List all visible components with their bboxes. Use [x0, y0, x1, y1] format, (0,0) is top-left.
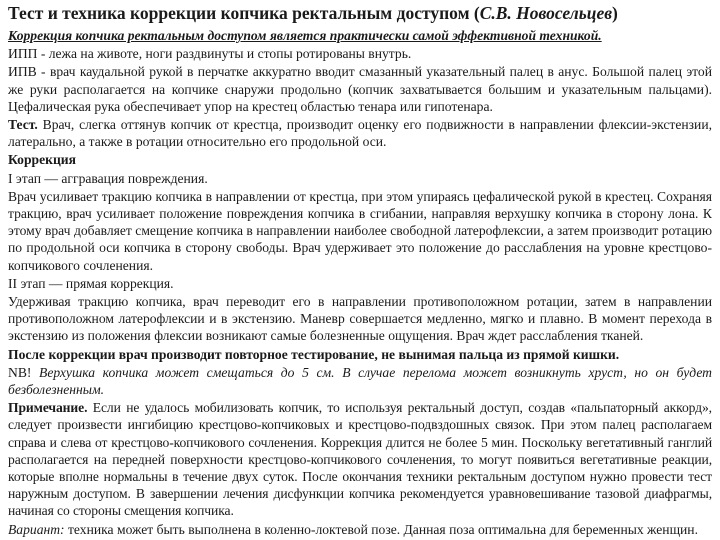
- title-author: С.В. Новосельцев: [479, 3, 613, 23]
- title-main: Тест и техника коррекции копчика ректальным доступом: [8, 3, 470, 23]
- nb-label: NB!: [8, 364, 32, 380]
- title-author-close: ): [612, 3, 618, 23]
- variant-paragraph: [8, 521, 712, 538]
- test-text: Врач, слегка оттянув копчик от крестца, производит оценку его подвижности в направлении флексии-экстензии, латерально, а также в ротации относительно его продольной оси.: [8, 117, 712, 150]
- nb-text: Верхушка копчика может смещаться до 5 см. В случае перелома может возникнуть хруст, но он будет безболезненным.: [8, 364, 712, 398]
- after-correction-statement: После коррекции врач производит повторное тестирование, не вынимая пальца из прямой кишки.: [8, 346, 620, 362]
- note-label: Примечание.: [8, 400, 88, 416]
- test-label: Тест.: [8, 117, 38, 133]
- ipv-paragraph: ИПВ - врач каудальной рукой в перчатке аккуратно вводит смазанный указательный палец в анус. Большой палец этой же руки располагается на копчике снаружи продольно (копчик захватывается большим и указательным пальцами). Цефалическая рука обеспечивает упор на крестец областью тенара или гипотенара.: [8, 64, 712, 114]
- page-title: [8, 2, 712, 24]
- stage2-heading: II этап — прямая коррекция.: [8, 275, 174, 291]
- note-text: Если не удалось мобилизовать копчик, то используя ректальный доступ, создав «пальпаторный аккорд», следует произвести ингибицию крестцово-копчиковых и крестцово-подвздошных связок. При этом палец располагаем справа и слева от крестцово-копчикового сочленения. Коррекция длится не более 5 мин. Поскольку вегетативный ганглий располагается на передней поверхности крестцово-копчикового сочленения, то могут появиться вегетативные реакции, которые вполне нормальны в течение двух суток. После окончания техники ректальным доступом нужно провести тест наружным доступом. В завершении лечения дисфункции копчика рекомендуется уравновешивание тазовой диафрагмы, начиная со стороны смещения копчика.: [8, 400, 712, 519]
- intro-statement: Коррекция копчика ректальным доступом является практически самой эффективной техникой.: [8, 28, 602, 43]
- note-paragraph: [8, 399, 712, 519]
- ipp-paragraph: ИПП - лежа на животе, ноги раздвинуты и стопы ротированы внутрь.: [8, 46, 412, 62]
- stage1-paragraph: Врач усиливает тракцию копчика в направлении от крестца, при этом упираясь цефалической рукой в крестец. Сохраняя тракцию, врач усиливает положение повреждения копчика в сгибании, направляя верхушку копчика в сторону лона. К этому врач добавляет смещение копчика в направлении наиболее свободной латерофлексии, а затем производит ротацию по продольной оси копчика в сторону свободы. Врач удерживает это положение до расслабления на уровне крестцово-копчикового сочленения.: [8, 188, 712, 273]
- variant-label: Вариант:: [8, 521, 65, 537]
- stage2-paragraph: Удерживая тракцию копчика, врач переводит его в направлении противоположном ротации, затем в направлении противоположном латерофлексии и в экстензию. Маневр совершается медленно, мягко и плавно. В момент перехода в экстензию из положения флексии возникают самые болезненные ощущения. Врач ждет расслабления тканей.: [8, 294, 712, 344]
- stage1-heading: I этап — аггравация повреждения.: [8, 170, 208, 186]
- test-paragraph: [8, 116, 712, 150]
- correction-heading: Коррекция: [8, 152, 76, 168]
- variant-text: техника может быть выполнена в коленно-локтевой позе. Данная поза оптимальна для беременных женщин.: [64, 521, 698, 537]
- title-author-open: (: [469, 3, 480, 23]
- nb-paragraph: [8, 364, 712, 398]
